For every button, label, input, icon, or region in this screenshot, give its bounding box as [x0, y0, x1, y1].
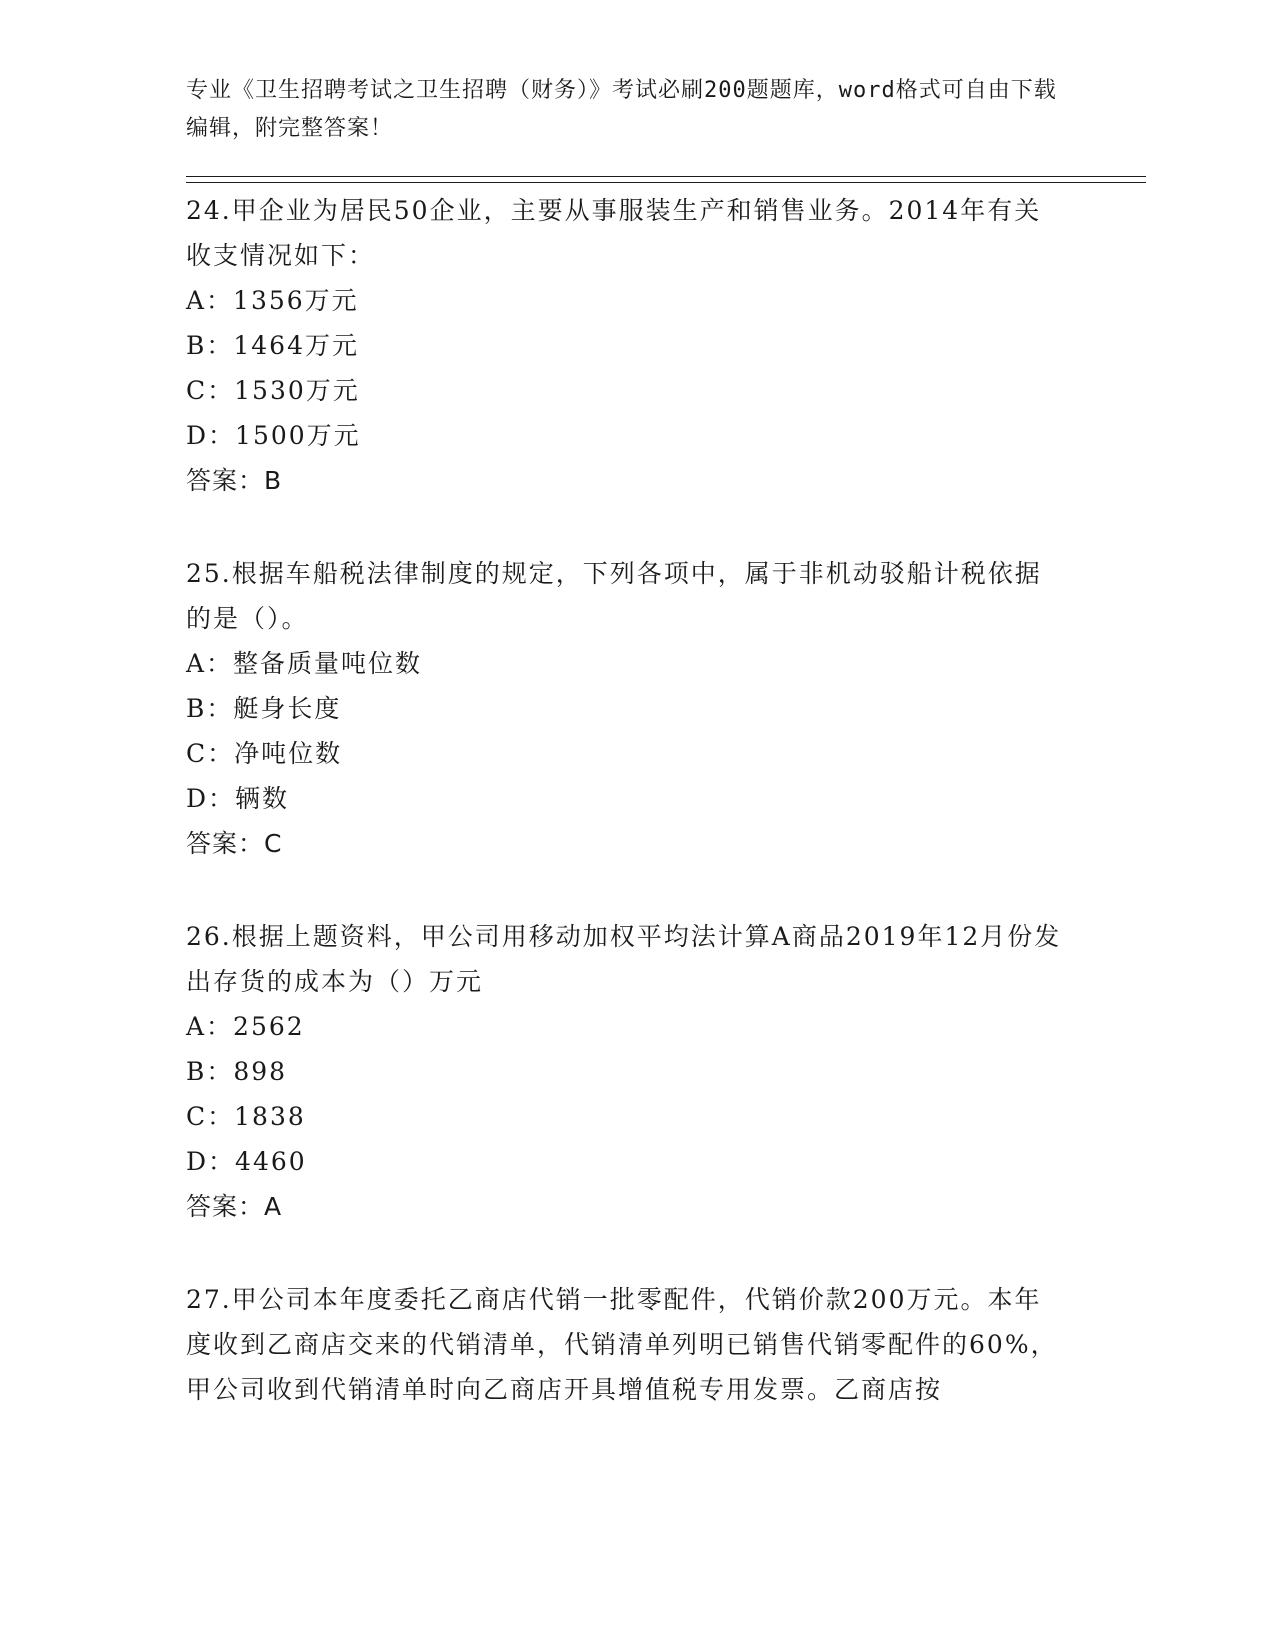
question-27 [186, 1277, 1066, 1412]
option-c: C：净吨位数 [186, 739, 343, 768]
option-a: A：整备质量吨位数 [186, 649, 423, 678]
question-25 [186, 551, 1066, 866]
option-b: B：艇身长度 [186, 694, 342, 723]
document-header: 专业《卫生招聘考试之卫生招聘（财务）》考试必刷200题题库，word格式可自由下载编辑，附完整答案！ [186, 78, 1057, 141]
question-stem: 24.甲企业为居民50企业，主要从事服装生产和销售业务。2014年有关收支情况如下： [186, 196, 1042, 270]
answer-line: 答案：C [186, 829, 283, 858]
option-c: C：1530万元 [186, 376, 360, 405]
option-b: B：898 [186, 1057, 288, 1086]
header-rule-top [186, 176, 1146, 177]
question-stem: 25.根据车船税法律制度的规定，下列各项中，属于非机动驳船计税依据的是（）。 [186, 559, 1042, 633]
header-rule-bottom [186, 182, 1146, 183]
option-b: B：1464万元 [186, 331, 359, 360]
question-26 [186, 914, 1066, 1229]
question-stem: 26.根据上题资料，甲公司用移动加权平均法计算A商品2019年12月份发出存货的成本为（）万元 [186, 922, 1062, 996]
question-24 [186, 188, 1066, 503]
option-d: D：4460 [186, 1147, 307, 1176]
question-stem: 27.甲公司本年度委托乙商店代销一批零配件，代销价款200万元。本年度收到乙商店交来的代销清单，代销清单列明已销售代销零配件的60%，甲公司收到代销清单时向乙商店开具增值税专用发票。乙商店按 [186, 1285, 1058, 1404]
option-a: A：1356万元 [186, 286, 359, 315]
option-d: D：1500万元 [186, 421, 361, 450]
option-a: A：2562 [186, 1012, 305, 1041]
answer-line: 答案：A [186, 1192, 283, 1221]
option-d: D：辆数 [186, 784, 290, 813]
answer-line: 答案：B [186, 466, 283, 495]
option-c: C：1838 [186, 1102, 306, 1131]
